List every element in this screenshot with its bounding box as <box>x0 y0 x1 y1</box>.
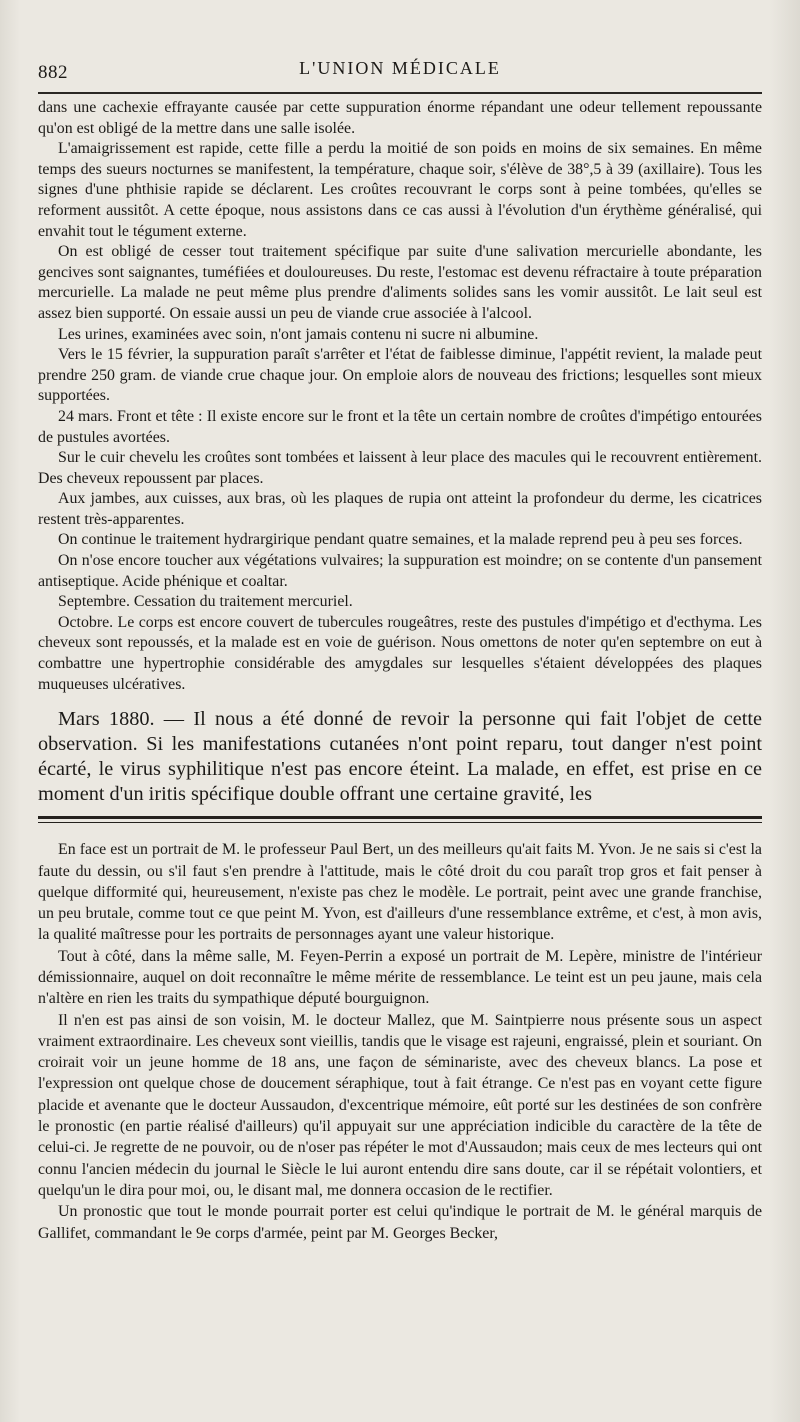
running-title: L'UNION MÉDICALE <box>299 58 501 78</box>
article-paragraph: 24 mars. Front et tête : Il existe encore sur le front et la tête un certain nombre de croûtes d'impétigo entourées de pustules avortées. <box>38 407 762 446</box>
article-lead-section <box>38 707 762 807</box>
feuilleton-body <box>38 839 762 1244</box>
feuilleton-paragraph: Il n'en est pas ainsi de son voisin, M. le docteur Mallez, que M. Saintpierre nous présente sous un aspect vraiment extraordinaire. Les cheveux sont vieillis, tandis que le visage est rajeuni, engraissé, plein et souriant. On croirait voir un jeune homme de 18 ans, une façon de séminariste, avec des cheveux blancs. La pose et l'expression ont quelque chose de doucement séraphique, tout à fait étrange. Ce n'est pas en voyant cette figure placide et avenante que le docteur Aussaudon, d'excentrique mémoire, eût porté sur les destinées de son confrère le pronostic (en partie réalisé d'ailleurs) qu'il appuyait sur une appréciation indicible du caractère de la tête de celui-ci. Je regrette de ne pouvoir, ou de n'oser pas répéter le mot d'Aussaudon; mais ceux de mes lecteurs qui ont connu l'ancien médecin du journal le Siècle le lui auront entendu dire sans doute, car il se répétait volontiers, et quelqu'un le dira pour moi, ou, le disant mal, me donnera occasion de le rectifier. <box>38 1011 762 1199</box>
lead-paragraph: Mars 1880. — Il nous a été donné de revoir la personne qui fait l'objet de cette observation. Si les manifestations cutanées n'ont point reparu, tout danger n'est point écarté, le virus syphilitique n'est pas encore éteint. La malade, en effet, est prise en ce moment d'un iritis spécifique double offrant une certaine gravité, les <box>38 708 762 806</box>
article-paragraph: Les urines, examinées avec soin, n'ont jamais contenu ni sucre ni albumine. <box>58 325 539 343</box>
article-paragraph: On est obligé de cesser tout traitement spécifique par suite d'une salivation mercurielle abondante, les gencives sont saignantes, tuméfiées et douloureuses. Du reste, l'estomac est devenu réfractaire à toute préparation mercurielle. La malade ne peut même plus prendre d'aliments solides sans les vomir aussitôt. Le lait seul est assez bien supporté. On essaie aussi un peu de viande crue associée à l'alcool. <box>38 243 762 322</box>
article-paragraph: dans une cachexie effrayante causée par cette suppuration énorme répandant une odeur tellement repoussante qu'on est obligé de la mettre dans une salle isolée. <box>38 99 762 137</box>
feuilleton-paragraph: Un pronostic que tout le monde pourrait porter est celui qu'indique le portrait de M. le général marquis de Gallifet, commandant le 9e corps d'armée, peint par M. Georges Becker, <box>38 1203 762 1242</box>
page-number: 882 <box>38 62 68 83</box>
article-paragraph: On continue le traitement hydrargirique pendant quatre semaines, et la malade reprend peu à peu ses forces. <box>58 531 743 549</box>
article-paragraph: L'amaigrissement est rapide, cette fille a perdu la moitié de son poids en moins de six semaines. En même temps des sueurs nocturnes se manifestent, la température, chaque soir, s'élève de 38°,5 à 39 (axillaire). Tous les signes d'une phthisie rapide se déclarent. Les croûtes recouvrant le corps sont à peine tombées, qu'elles se reforment aussitôt. A cette époque, nous assistons dans ce cas aussi à l'évolution d'un érythème généralisé, qui envahit tout le tégument externe. <box>38 140 762 240</box>
article-paragraph: On n'ose encore toucher aux végétations vulvaires; la suppuration est moindre; on se contente d'un pansement antiseptique. Acide phénique et coaltar. <box>38 552 762 590</box>
feuilleton-paragraph: En face est un portrait de M. le professeur Paul Bert, un des meilleurs qu'ait faits M. Yvon. Je ne sais si c'est la faute du dessin, ou s'il faut s'en prendre à l'attitude, mais le côté droit du cou paraît trop gros et fait penser à quelque difformité qui, heureusement, n'existe pas chez le modèle. Le portrait, peint avec une grande franchise, un peu brutale, comme tout ce que peint M. Yvon, est d'ailleurs d'une ressemblance extrême, et c'est, à mon avis, la qualité maîtresse pour les portraits de personnages ayant une valeur historique. <box>38 841 762 944</box>
article-paragraph: Vers le 15 février, la suppuration paraît s'arrêter et l'état de faiblesse diminue, l'appétit revient, la malade peut prendre 250 gram. de viande crue chaque jour. On emploie alors de nouveau des frictions; lesquelles sont mieux supportées. <box>38 346 762 405</box>
article-paragraph: Septembre. Cessation du traitement mercuriel. <box>58 593 353 611</box>
article-paragraph: Octobre. Le corps est encore couvert de tubercules rougeâtres, reste des pustules d'impétigo et d'ecthyma. Les cheveux sont repoussés, et la malade est en voie de guérison. Nous omettons de noter qu'en septembre on eut à combattre une hypertrophie considérable des amygdales sur lesquelles s'étaient développées des plaques muqueuses ulcératives. <box>38 613 762 693</box>
article-body <box>38 98 762 695</box>
header-rule <box>38 92 762 94</box>
article-paragraph: Sur le cuir chevelu les croûtes sont tombées et laissent à leur place des macules qui le recouvrent entièrement. Des cheveux repoussent par places. <box>38 449 762 487</box>
feuilleton-paragraph: Tout à côté, dans la même salle, M. Feyen-Perrin a exposé un portrait de M. Lepère, ministre de l'intérieur démissionnaire, auquel on doit reconnaître le même mérite de ressemblance. Le teint est un peu jaune, mais cela n'altère en rien les traits du sympathique député bourguignon. <box>38 947 762 1008</box>
article-paragraph: Aux jambes, aux cuisses, aux bras, où les plaques de rupia ont atteint la profondeur du derme, les cicatrices restent très-apparentes. <box>38 490 762 528</box>
page-header <box>38 52 762 84</box>
feuilleton-separator <box>38 816 762 823</box>
